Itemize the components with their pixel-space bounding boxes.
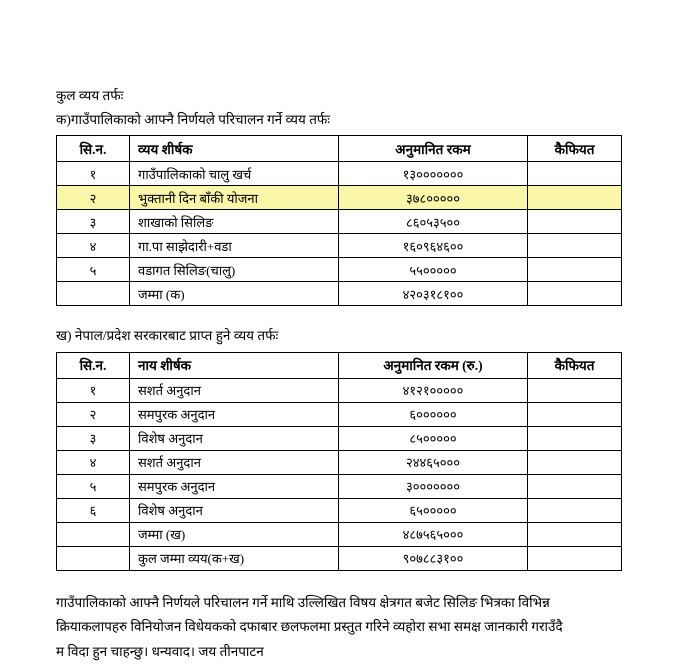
table-b-cell-title: सशर्त अनुदान: [130, 450, 339, 474]
table-b-cell-remark: [528, 378, 622, 402]
table-row-grand-total: [57, 546, 622, 570]
table-a-cell-remark: [528, 210, 622, 234]
table-b-cell-title: सशर्त अनुदान: [130, 378, 339, 402]
table-row-subtotal: [57, 522, 622, 546]
table-a-cell-amount: ८६०५३५००: [339, 210, 528, 234]
table-row: [57, 426, 622, 450]
table-a-cell-title: गा.पा साझेदारी+वडा: [130, 234, 339, 258]
table-a-cell-title: गाउँपालिकाको चालु खर्च: [130, 162, 339, 186]
table-a-cell-amount: ३७८०००००: [339, 186, 528, 210]
table-a-header-row: [57, 136, 622, 162]
table-b-cell-remark: [528, 498, 622, 522]
table-b-cell-title: विशेष अनुदान: [130, 498, 339, 522]
table-row: [57, 234, 622, 258]
table-b-cell-remark: [528, 474, 622, 498]
table-b-cell-sn: ३: [57, 426, 130, 450]
table-row-highlighted: [57, 186, 622, 210]
table-b-cell-amount: ३०००००००: [339, 474, 528, 498]
closing-paragraph: [56, 593, 622, 662]
table-a-cell-remark: [528, 162, 622, 186]
table-a-header-remark: कैफियत: [528, 136, 622, 162]
table-b-cell-sn: ४: [57, 450, 130, 474]
table-row: [57, 402, 622, 426]
table-b-header-sn: सि.न.: [57, 352, 130, 378]
table-b-cell-sn: ५: [57, 474, 130, 498]
table-b-cell-remark: [528, 546, 622, 570]
table-row: [57, 210, 622, 234]
table-b-cell-remark: [528, 522, 622, 546]
table-b-cell-sn: [57, 546, 130, 570]
table-row: [57, 258, 622, 282]
table-b-cell-sn: ६: [57, 498, 130, 522]
table-a-cell-sn: [57, 282, 130, 306]
table-b-cell-remark: [528, 426, 622, 450]
table-a-cell-title: वडागत सिलिङ(चालु): [130, 258, 339, 282]
table-row: [57, 450, 622, 474]
table-a-cell-amount: ५५०००००: [339, 258, 528, 282]
table-b-cell-amount: ८५०००००: [339, 426, 528, 450]
table-b-cell-amount: २४४६५०००: [339, 450, 528, 474]
table-b-cell-remark: [528, 402, 622, 426]
table-b-cell-amount: ६००००००: [339, 402, 528, 426]
table-a-header-amount: अनुमानित रकम: [339, 136, 528, 162]
table-a-header-title: व्यय शीर्षक: [130, 136, 339, 162]
table-b-cell-title: विशेष अनुदान: [130, 426, 339, 450]
table-a-cell-amount: १६०९६४६००: [339, 234, 528, 258]
table-a-cell-remark: [528, 234, 622, 258]
table-b-cell-title: समपुरक अनुदान: [130, 474, 339, 498]
closing-line-1: गाउँपालिकाको आफ्नै निर्णयले परिचालन गर्ने माथि उल्लिखित विषय क्षेत्रगत बजेट सिलिङ भित्रका विभिन्न: [56, 594, 550, 610]
table-b-header-title: नाय शीर्षक: [130, 352, 339, 378]
expenditure-table-b: [56, 352, 622, 571]
table-a-cell-sn: २: [57, 186, 130, 210]
table-a-cell-amount: १३०००००००: [339, 162, 528, 186]
table-b-cell-title: कुल जम्मा व्यय(क+ख): [130, 546, 339, 570]
table-b-cell-sn: [57, 522, 130, 546]
table-b-header-amount: अनुमानित रकम (रु.): [339, 352, 528, 378]
table-a-cell-sn: ३: [57, 210, 130, 234]
table-a-cell-title: शाखाको सिलिङ: [130, 210, 339, 234]
table-row: [57, 162, 622, 186]
table-b-cell-amount: ९०७८८३१००: [339, 546, 528, 570]
table-a-cell-title: जम्मा (क): [130, 282, 339, 306]
intro-line-section-a: क)गाउँपालिकाको आफ्नै निर्णयले परिचालन गर्ने व्यय तर्फः: [56, 111, 331, 127]
table-b-cell-sn: २: [57, 402, 130, 426]
closing-line-3: म विदा हुन चाहन्छु। धन्यवाद। जय तीनपाटन: [56, 643, 264, 659]
intro-line-total-expenditure: कुल व्यय तर्फः: [56, 88, 124, 103]
table-a-cell-title: भुक्तानी दिन बाँकी योजना: [130, 186, 339, 210]
table-a-cell-sn: १: [57, 162, 130, 186]
table-row: [57, 378, 622, 402]
table-a-header-sn: सि.न.: [57, 136, 130, 162]
table-b-cell-amount: ६५०००००: [339, 498, 528, 522]
table-a-cell-remark: [528, 258, 622, 282]
table-a-cell-amount: ४२०३१८१००: [339, 282, 528, 306]
intro-line-section-b: ख) नेपाल/प्रदेश सरकारबाट प्राप्त हुने व्यय तर्फः: [56, 328, 279, 344]
table-b-cell-title: जम्मा (ख): [130, 522, 339, 546]
table-b-cell-remark: [528, 450, 622, 474]
table-a-cell-remark: [528, 186, 622, 210]
table-row-total: [57, 282, 622, 306]
table-b-header-remark: कैफियत: [528, 352, 622, 378]
table-a-cell-sn: ४: [57, 234, 130, 258]
table-b-cell-amount: ४१२१०००००: [339, 378, 528, 402]
table-b-cell-title: समपुरक अनुदान: [130, 402, 339, 426]
table-b-cell-sn: १: [57, 378, 130, 402]
section-spacer: [56, 306, 622, 326]
expenditure-table-a: [56, 135, 622, 306]
table-a-cell-remark: [528, 282, 622, 306]
table-b-header-row: [57, 352, 622, 378]
table-b-cell-amount: ४८७५६५०००: [339, 522, 528, 546]
table-row: [57, 498, 622, 522]
table-row: [57, 474, 622, 498]
closing-line-2: क्रियाकलापहरु विनियोजन विधेयकको दफाबार छलफलमा प्रस्तुत गरिने व्यहोरा सभा समक्ष जानकारी गराउँदै: [56, 619, 563, 635]
table-a-cell-sn: ५: [57, 258, 130, 282]
